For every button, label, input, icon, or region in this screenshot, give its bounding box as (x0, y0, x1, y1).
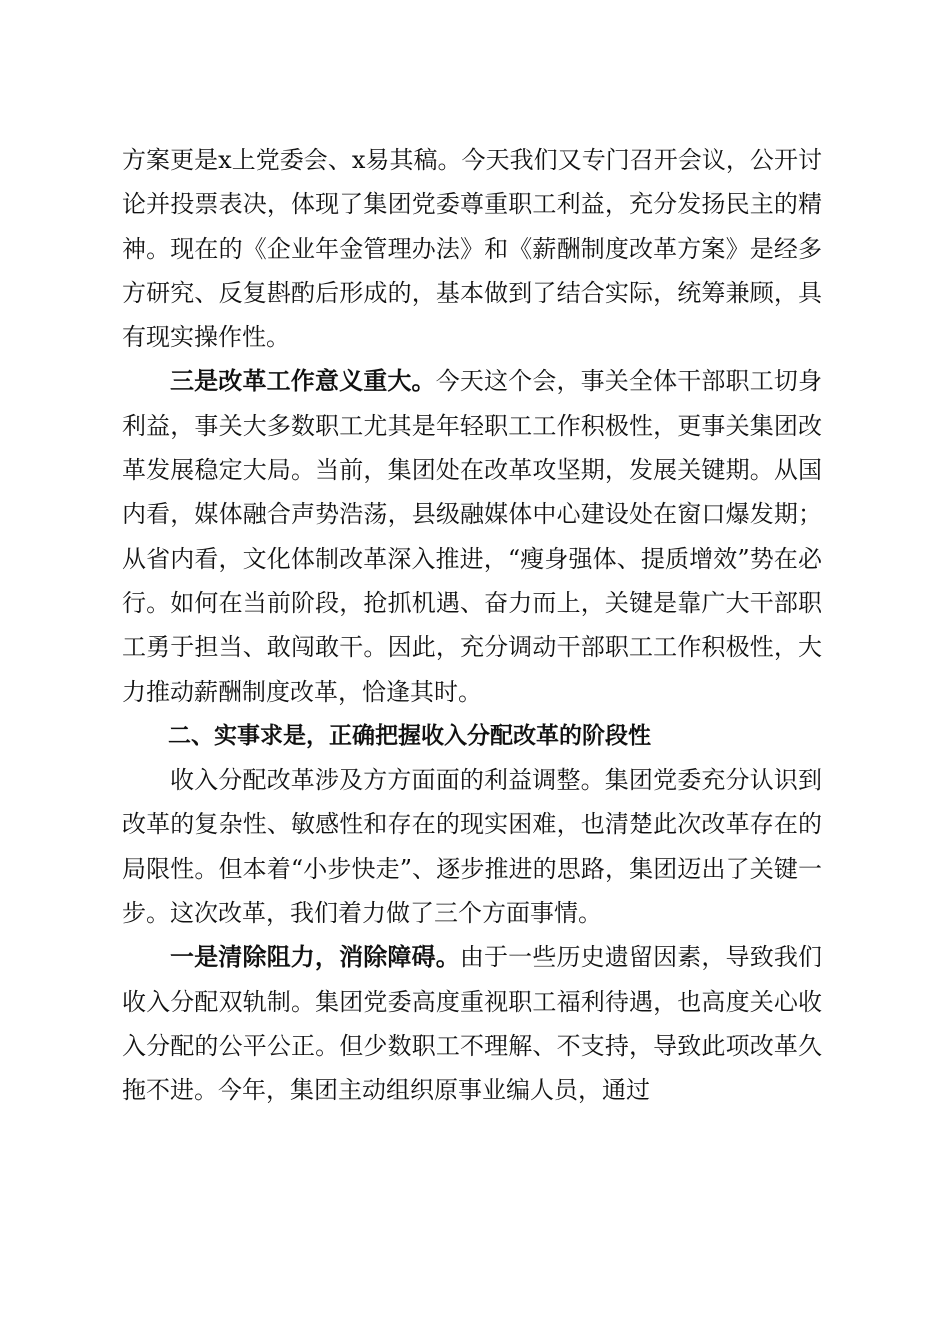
paragraph-point-one (122, 935, 822, 1112)
paragraph-significance (122, 359, 822, 713)
section-heading-two (122, 714, 822, 758)
heading-text: 二、实事求是，正确把握收入分配改革的阶段性 (168, 722, 651, 749)
paragraph-text: 由于一些历史遗留因素，导致我们收入分配双轨制。集团党委高度重视职工福利待遇，也高度关心收入分配的公平公正。但少数职工不理解、不支持，导致此项改革久拖不进。今年，集团主动组织原事业编人员，通过 (122, 943, 823, 1105)
paragraph-text: 今天这个会，事关全体干部职工切身利益，事关大多数职工尤其是年轻职工工作积极性，更事关集团改革发展稳定大局。当前，集团处在改革攻坚期，发展关键期。从国内看，媒体融合声势浩荡，县级融媒体中心建设处在窗口爆发期；从省内看，文化体制改革深入推进，“瘦身强体、提质增效”势在必行。如何在当前阶段，抢抓机遇、奋力而上，关键是靠广大干部职工勇于担当、敢闯敢干。因此，充分调动干部职工工作积极性，大力推动薪酬制度改革，恰逢其时。 (122, 367, 823, 706)
paragraph-continuation (122, 138, 822, 359)
paragraph-text: 收入分配改革涉及方方面面的利益调整。集团党委充分认识到改革的复杂性、敏感性和存在的现实困难，也清楚此次改革存在的局限性。但本着“小步快走”、逐步推进的思路，集团迈出了关键一步。这次改革，我们着力做了三个方面事情。 (122, 766, 822, 928)
paragraph-intro (122, 758, 822, 935)
paragraph-text: 方案更是x上党委会、x易其稿。今天我们又专门召开会议，公开讨论并投票表决，体现了集团党委尊重职工利益，充分发扬民主的精神。现在的《企业年金管理办法》和《薪酬制度改革方案》是经多方研究、反复斟酌后形成的，基本做到了结合实际，统筹兼顾，具有现实操作性。 (122, 146, 822, 352)
paragraph-lead: 一是清除阻力，消除障碍。 (170, 942, 460, 972)
document-body (122, 138, 822, 1113)
paragraph-lead: 三是改革工作意义重大。 (170, 366, 436, 396)
